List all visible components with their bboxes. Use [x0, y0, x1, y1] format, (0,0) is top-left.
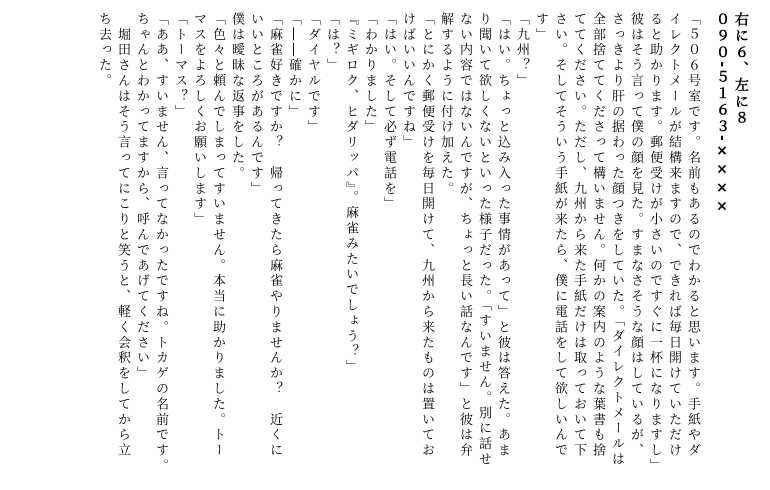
text-line: 「はい。ちょっと込み入った事情があって」と彼は答えた。あま: [495, 12, 510, 459]
text-line: 「トーマス？」: [172, 12, 187, 120]
text-line: 「５０６号室です。名前もあるのでわかると思います。手紙やダ: [685, 12, 700, 459]
text-line: 「わかりました」: [362, 12, 377, 136]
text-line: けばいいんですね」: [400, 12, 415, 151]
text-line: ててください。ただし、九州から来た手紙だけは取っておいて下: [571, 12, 586, 459]
vertical-text-body: [94, 12, 750, 480]
text-line: り聞いて欲しくないといった様子だった。「すいません。別に話せ: [476, 12, 491, 468]
text-line: 全部捨ててくださって構いません。何かの案内のような葉書も捨: [590, 12, 605, 459]
text-line: 僕は曖昧な返事をした。: [229, 12, 244, 182]
heading-line: ０９０‐５１６３‐××××: [714, 12, 730, 217]
text-line: 解するように付け加えた。: [438, 12, 453, 197]
text-line: 「九州？」: [514, 12, 529, 89]
text-line: 『ミギロク、ヒダリッパ』。麻雀みたいでしょう？」: [343, 12, 358, 376]
text-line: さい。そしてそういう手紙が来たら、僕に電話をして欲しいんで: [552, 12, 567, 459]
text-line: いいところがあるんです」: [248, 12, 263, 197]
text-line: ち去った。: [96, 12, 111, 89]
heading-spacer: [702, 12, 712, 480]
text-line: 「色々と頼んでしまってすいません。本当に助かりました。トー: [210, 12, 225, 459]
text-line: 「ダイヤルです」: [305, 12, 320, 136]
text-line: 「――確かに」: [286, 12, 301, 120]
text-line: ると助かります。郵便受けが小さいのですぐに一杯になりますし」: [647, 12, 662, 474]
text-line: 「ああ、すいません、言ってなかったですね。トカゲの名前です。: [153, 12, 168, 474]
text-line: 「麻雀好きですか？ 帰ってきたら麻雀やりませんか？ 近くに: [267, 12, 282, 459]
text-line: 「とにかく郵便受けを毎日開けて、九州から来たものは置いてお: [419, 12, 434, 459]
text-line: 「はい。そして必ず電話を」: [381, 12, 396, 213]
text-line: 彼はそう言って僕の顔を見た。すまなさそうな顔はしているが、: [628, 12, 643, 459]
text-line: す」: [533, 12, 548, 43]
text-line: 堀田さんはそう言ってにこりと笑うと、軽く会釈をしてから立: [115, 12, 130, 459]
heading-line: 右に６、左に８: [733, 12, 749, 127]
text-line: マスをよろしくお願いします」: [191, 12, 206, 228]
text-line: ない内容ではないんですが、ちょっと長い話なんです」と彼は弁: [457, 12, 472, 459]
text-line: 「は？」: [324, 12, 339, 74]
text-line: イレクトメールが結構来ますので、できれば毎日開けていただけ: [666, 12, 681, 459]
text-line: さっきより肝の据わった顔つきをしていた。「ダイレクトメールは: [609, 12, 624, 468]
text-line: ちゃんとわかってますから、呼んであげてください」: [134, 12, 149, 382]
